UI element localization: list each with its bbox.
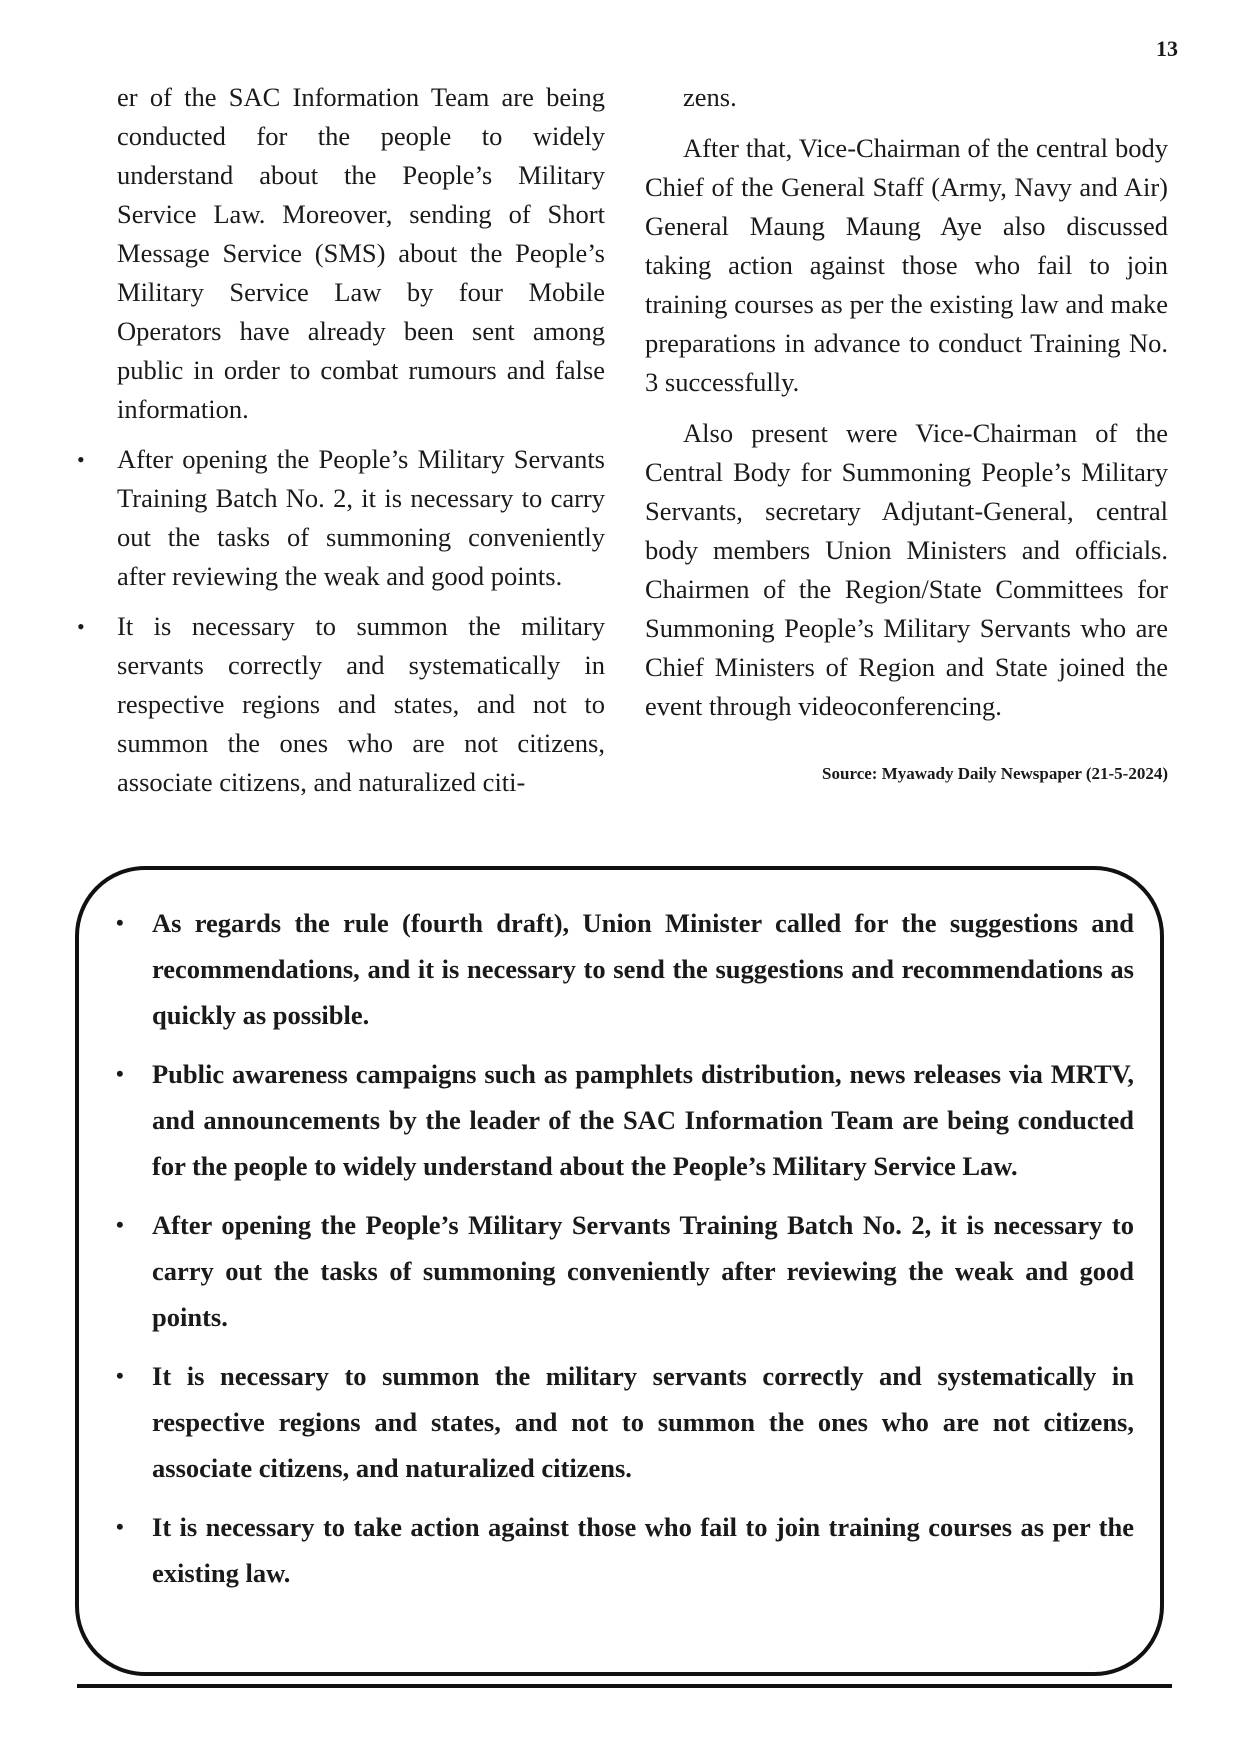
bullet-icon: • — [116, 910, 124, 935]
left-bullet-text: After opening the People’s Military Servants Training Batch No. 2, it is necessary to carry out the tasks of summoning conveniently after reviewing the weak and good points. — [117, 444, 605, 591]
summary-bullet-text: As regards the rule (fourth draft), Union Minister called for the suggestions and recommendations, and it is necessary to send the suggestions and recommendations as quickly as possible. — [152, 908, 1134, 1030]
left-bullet-list — [77, 440, 605, 802]
summary-bullet-item — [116, 1202, 1134, 1340]
right-continuation-word: zens. — [683, 82, 737, 112]
right-paragraph: After that, Vice-Chairman of the central body Chief of the General Staff (Army, Navy and Air) General Maung Maung Aye also discussed taking action against those who fail to join training courses as per the existing law and make preparations in advance to conduct Training No. 3 successfully. — [645, 133, 1168, 397]
bullet-icon: • — [77, 447, 85, 472]
summary-bullet-item — [116, 1353, 1134, 1491]
bullet-icon: • — [116, 1061, 124, 1086]
summary-bullet-text: It is necessary to take action against those who fail to join training courses as per the existing law. — [152, 1512, 1134, 1588]
right-column — [645, 78, 1168, 793]
page-number: 13 — [1156, 36, 1178, 61]
bullet-icon: • — [116, 1363, 124, 1388]
bullet-icon: • — [116, 1514, 124, 1539]
summary-bullet-text: After opening the People’s Military Servants Training Batch No. 2, it is necessary to carry out the tasks of summoning conveniently after reviewing the weak and good points. — [152, 1210, 1134, 1332]
left-column — [77, 78, 605, 813]
source-citation: Source: Myawady Daily Newspaper (21-5-2024) — [822, 764, 1168, 783]
summary-bullet-text: Public awareness campaigns such as pamphlets distribution, news releases via MRTV, and announcements by the leader of the SAC Information Team are being conducted for the people to widely understand about the People’s Military Service Law. — [152, 1059, 1134, 1181]
left-bullet-item — [77, 440, 605, 596]
summary-bullet-list — [116, 900, 1134, 1609]
left-continuation-paragraph: er of the SAC Information Team are being conducted for the people to widely understand about the People’s Military Service Law. Moreover, sending of Short Message Service (SMS) about the People’s Military Service Law by four Mobile Operators have already been sent among public in order to combat rumours and false information. — [117, 82, 605, 424]
bullet-icon: • — [77, 614, 85, 639]
bullet-icon: • — [116, 1212, 124, 1237]
right-paragraph: Also present were Vice-Chairman of the Central Body for Summoning People’s Military Servants, secretary Adjutant-General, central body members Union Ministers and officials. Chairmen of the Region/State Committees for Summoning People’s Military Servants who are Chief Ministers of Region and State joined the event through videoconferencing. — [645, 418, 1168, 721]
bottom-rule — [77, 1684, 1172, 1688]
summary-bullet-item — [116, 1504, 1134, 1596]
summary-bullet-text: It is necessary to summon the military servants correctly and systematically in respective regions and states, and not to summon the ones who are not citizens, associate citizens, and naturalized citizens. — [152, 1361, 1134, 1483]
summary-bullet-item — [116, 1051, 1134, 1189]
summary-bullet-item — [116, 900, 1134, 1038]
left-bullet-item — [77, 607, 605, 802]
left-bullet-text: It is necessary to summon the military servants correctly and systematically in respective regions and states, and not to summon the ones who are not citizens, associate citizens, and naturalized citi- — [117, 611, 605, 797]
